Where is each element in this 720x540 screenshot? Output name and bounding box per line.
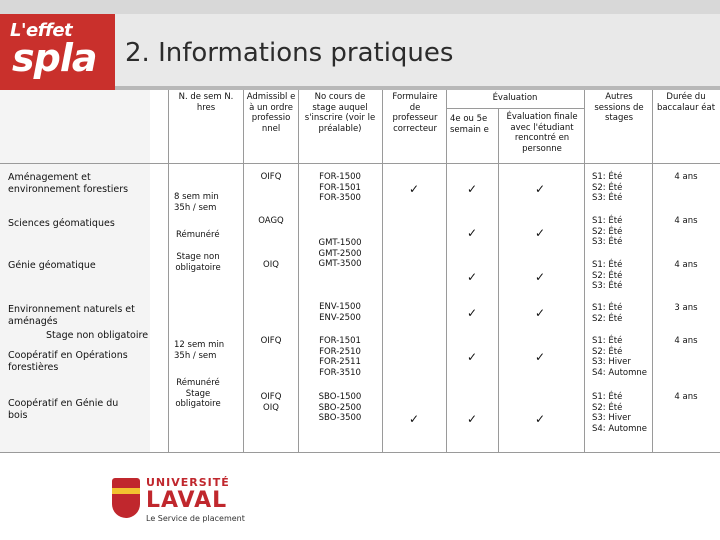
session-item: S4: Automne xyxy=(592,423,648,434)
header-sem-hours: N. de sem N. hres xyxy=(178,92,234,113)
header-courses: No cours de stage auquel s'inscrire (voir le préalable) xyxy=(304,92,376,134)
form-check: ✓ xyxy=(409,182,420,196)
session-item: S2: Été xyxy=(592,346,623,357)
duration-value: 3 ans xyxy=(674,303,698,313)
session-item: S1: Été xyxy=(592,172,623,182)
header-eval-week: 4e ou 5e semain e xyxy=(450,114,489,135)
final-check: ✓ xyxy=(535,182,546,196)
course-code: SBO-3500 xyxy=(318,413,362,423)
sessions-row xyxy=(592,216,652,248)
sem-group-1 xyxy=(174,192,244,213)
grid-line xyxy=(0,163,720,164)
header-duration: Durée du baccalaur éat xyxy=(656,92,716,113)
grid-line xyxy=(0,452,720,453)
program-amenagement: Aménagement et environnement forestiers xyxy=(8,172,129,195)
session-item: S1: Été xyxy=(592,303,623,313)
week-check: ✓ xyxy=(467,412,478,426)
duration-value: 4 ans xyxy=(674,172,698,182)
grid-line xyxy=(652,90,653,452)
course-code: ENV-1500 xyxy=(319,302,361,312)
stage-type-line: Rémunéré xyxy=(176,378,220,388)
course-code: GMT-1500 xyxy=(318,238,362,248)
sessions-row xyxy=(592,260,652,292)
course-code: GMT-2500 xyxy=(318,248,362,259)
program-environnement: Environnement naturels et aménagés xyxy=(8,304,135,327)
course-code: FOR-3510 xyxy=(319,367,361,378)
session-item: S1: Été xyxy=(592,392,623,402)
service-label: Le Service de placement xyxy=(146,514,245,523)
sem-group-2 xyxy=(174,340,244,361)
slide-title: 2. Informations pratiques xyxy=(125,38,454,68)
final-check: ✓ xyxy=(535,306,546,320)
course-code: FOR-2510 xyxy=(319,346,361,357)
header-admissible: Admissibl e à un ordre professio nnel xyxy=(246,92,296,134)
week-check: ✓ xyxy=(467,270,478,284)
duration-value: 4 ans xyxy=(674,392,698,402)
week-check: ✓ xyxy=(467,306,478,320)
session-item: S3: Été xyxy=(592,281,623,291)
course-code: GMT-3500 xyxy=(318,259,362,269)
session-item: S2: Été xyxy=(592,270,623,281)
sessions-row xyxy=(592,336,652,378)
course-code: FOR-3500 xyxy=(319,193,361,203)
stage-type-line: Stage non xyxy=(176,252,220,262)
course-code: FOR-2511 xyxy=(319,357,361,367)
final-check: ✓ xyxy=(535,226,546,240)
program-sciences-geomatiques: Sciences géomatiques xyxy=(8,218,115,229)
order-oifq-bois xyxy=(246,392,296,413)
sem-min: 12 sem min xyxy=(174,340,225,350)
session-item: S3: Hiver xyxy=(592,357,631,367)
university-shield-icon xyxy=(112,478,140,518)
stage-type-line: obligatoire xyxy=(175,399,221,409)
logo-text-top: L'effet xyxy=(10,20,73,41)
duration-value: 4 ans xyxy=(674,216,698,226)
order-oiq: OIQ xyxy=(263,260,279,270)
grid-line xyxy=(298,90,299,452)
course-code: FOR-1501 xyxy=(319,336,361,346)
course-code: SBO-1500 xyxy=(318,392,362,402)
duration-value: 4 ans xyxy=(674,336,698,346)
sem-group-1-paid: Rémunéré xyxy=(176,230,220,240)
course-code: SBO-2500 xyxy=(318,402,362,413)
session-item: S2: Été xyxy=(592,402,623,413)
header-evaluation: Évaluation xyxy=(492,93,538,103)
courses-env xyxy=(300,302,380,323)
courses-gmt xyxy=(300,238,380,270)
order-line: OIFQ xyxy=(260,392,282,402)
sessions-row xyxy=(592,392,652,434)
courses-for xyxy=(300,172,380,204)
grid-line xyxy=(584,90,585,452)
top-band xyxy=(0,0,720,14)
week-check: ✓ xyxy=(467,182,478,196)
university-shield-stripe xyxy=(112,488,140,494)
title-underline xyxy=(115,86,720,90)
week-check: ✓ xyxy=(467,350,478,364)
sem-group-1-type xyxy=(168,252,228,273)
session-item: S1: Été xyxy=(592,216,623,226)
courses-for-coop xyxy=(300,336,380,378)
sessions-row xyxy=(592,303,652,324)
hours-per-week: 35h / sem xyxy=(174,202,217,213)
order-oifq-coop: OIFQ xyxy=(260,336,282,346)
grid-line xyxy=(243,90,244,452)
session-item: S2: Été xyxy=(592,313,623,324)
program-cooperatif-genie-bois: Coopératif en Génie du bois xyxy=(8,398,119,421)
final-check: ✓ xyxy=(535,412,546,426)
grid-line xyxy=(446,108,584,109)
program-genie-geomatique: Génie géomatique xyxy=(8,260,96,271)
sem-min: 8 sem min xyxy=(174,192,219,202)
header-eval-final: Évaluation finale avec l'étudiant rencontré en personne xyxy=(506,112,578,154)
order-oifq: OIFQ xyxy=(260,172,282,182)
session-item: S4: Automne xyxy=(592,367,648,378)
header-form: Formulaire de professeur correcteur xyxy=(392,92,438,134)
course-code: ENV-2500 xyxy=(319,312,361,323)
footer xyxy=(0,460,720,540)
final-check: ✓ xyxy=(535,270,546,284)
sessions-row xyxy=(592,172,652,204)
program-stage-non-obligatoire: Stage non obligatoire xyxy=(46,330,149,341)
courses-sbo xyxy=(300,392,380,424)
session-item: S3: Été xyxy=(592,193,623,203)
sem-group-2-type xyxy=(168,378,228,410)
logo-text-main: spla xyxy=(12,36,97,80)
session-item: S1: Été xyxy=(592,260,623,270)
hours-per-week: 35h / sem xyxy=(174,350,217,361)
grid-line xyxy=(382,90,383,452)
stage-type-line: obligatoire xyxy=(175,262,221,273)
order-line: OIQ xyxy=(263,402,279,413)
duration-value: 4 ans xyxy=(674,260,698,270)
order-oagq: OAGQ xyxy=(258,216,284,226)
final-check: ✓ xyxy=(535,350,546,364)
session-item: S2: Été xyxy=(592,226,623,237)
university-name: LAVAL xyxy=(146,488,228,513)
session-item: S2: Été xyxy=(592,182,623,193)
grid-line xyxy=(498,108,499,452)
week-check: ✓ xyxy=(467,226,478,240)
session-item: S1: Été xyxy=(592,336,623,346)
grid-line xyxy=(446,90,447,452)
form-check: ✓ xyxy=(409,412,420,426)
header-sessions: Autres sessions de stages xyxy=(594,92,644,123)
course-code: FOR-1501 xyxy=(319,182,361,193)
program-cooperatif-operations: Coopératif en Opérations forestières xyxy=(8,350,128,373)
course-code: FOR-1500 xyxy=(319,172,361,182)
university-label: UNIVERSITÉ xyxy=(146,476,230,489)
session-item: S3: Hiver xyxy=(592,413,631,423)
stage-type-line: Stage xyxy=(185,388,211,399)
session-item: S3: Été xyxy=(592,237,623,247)
